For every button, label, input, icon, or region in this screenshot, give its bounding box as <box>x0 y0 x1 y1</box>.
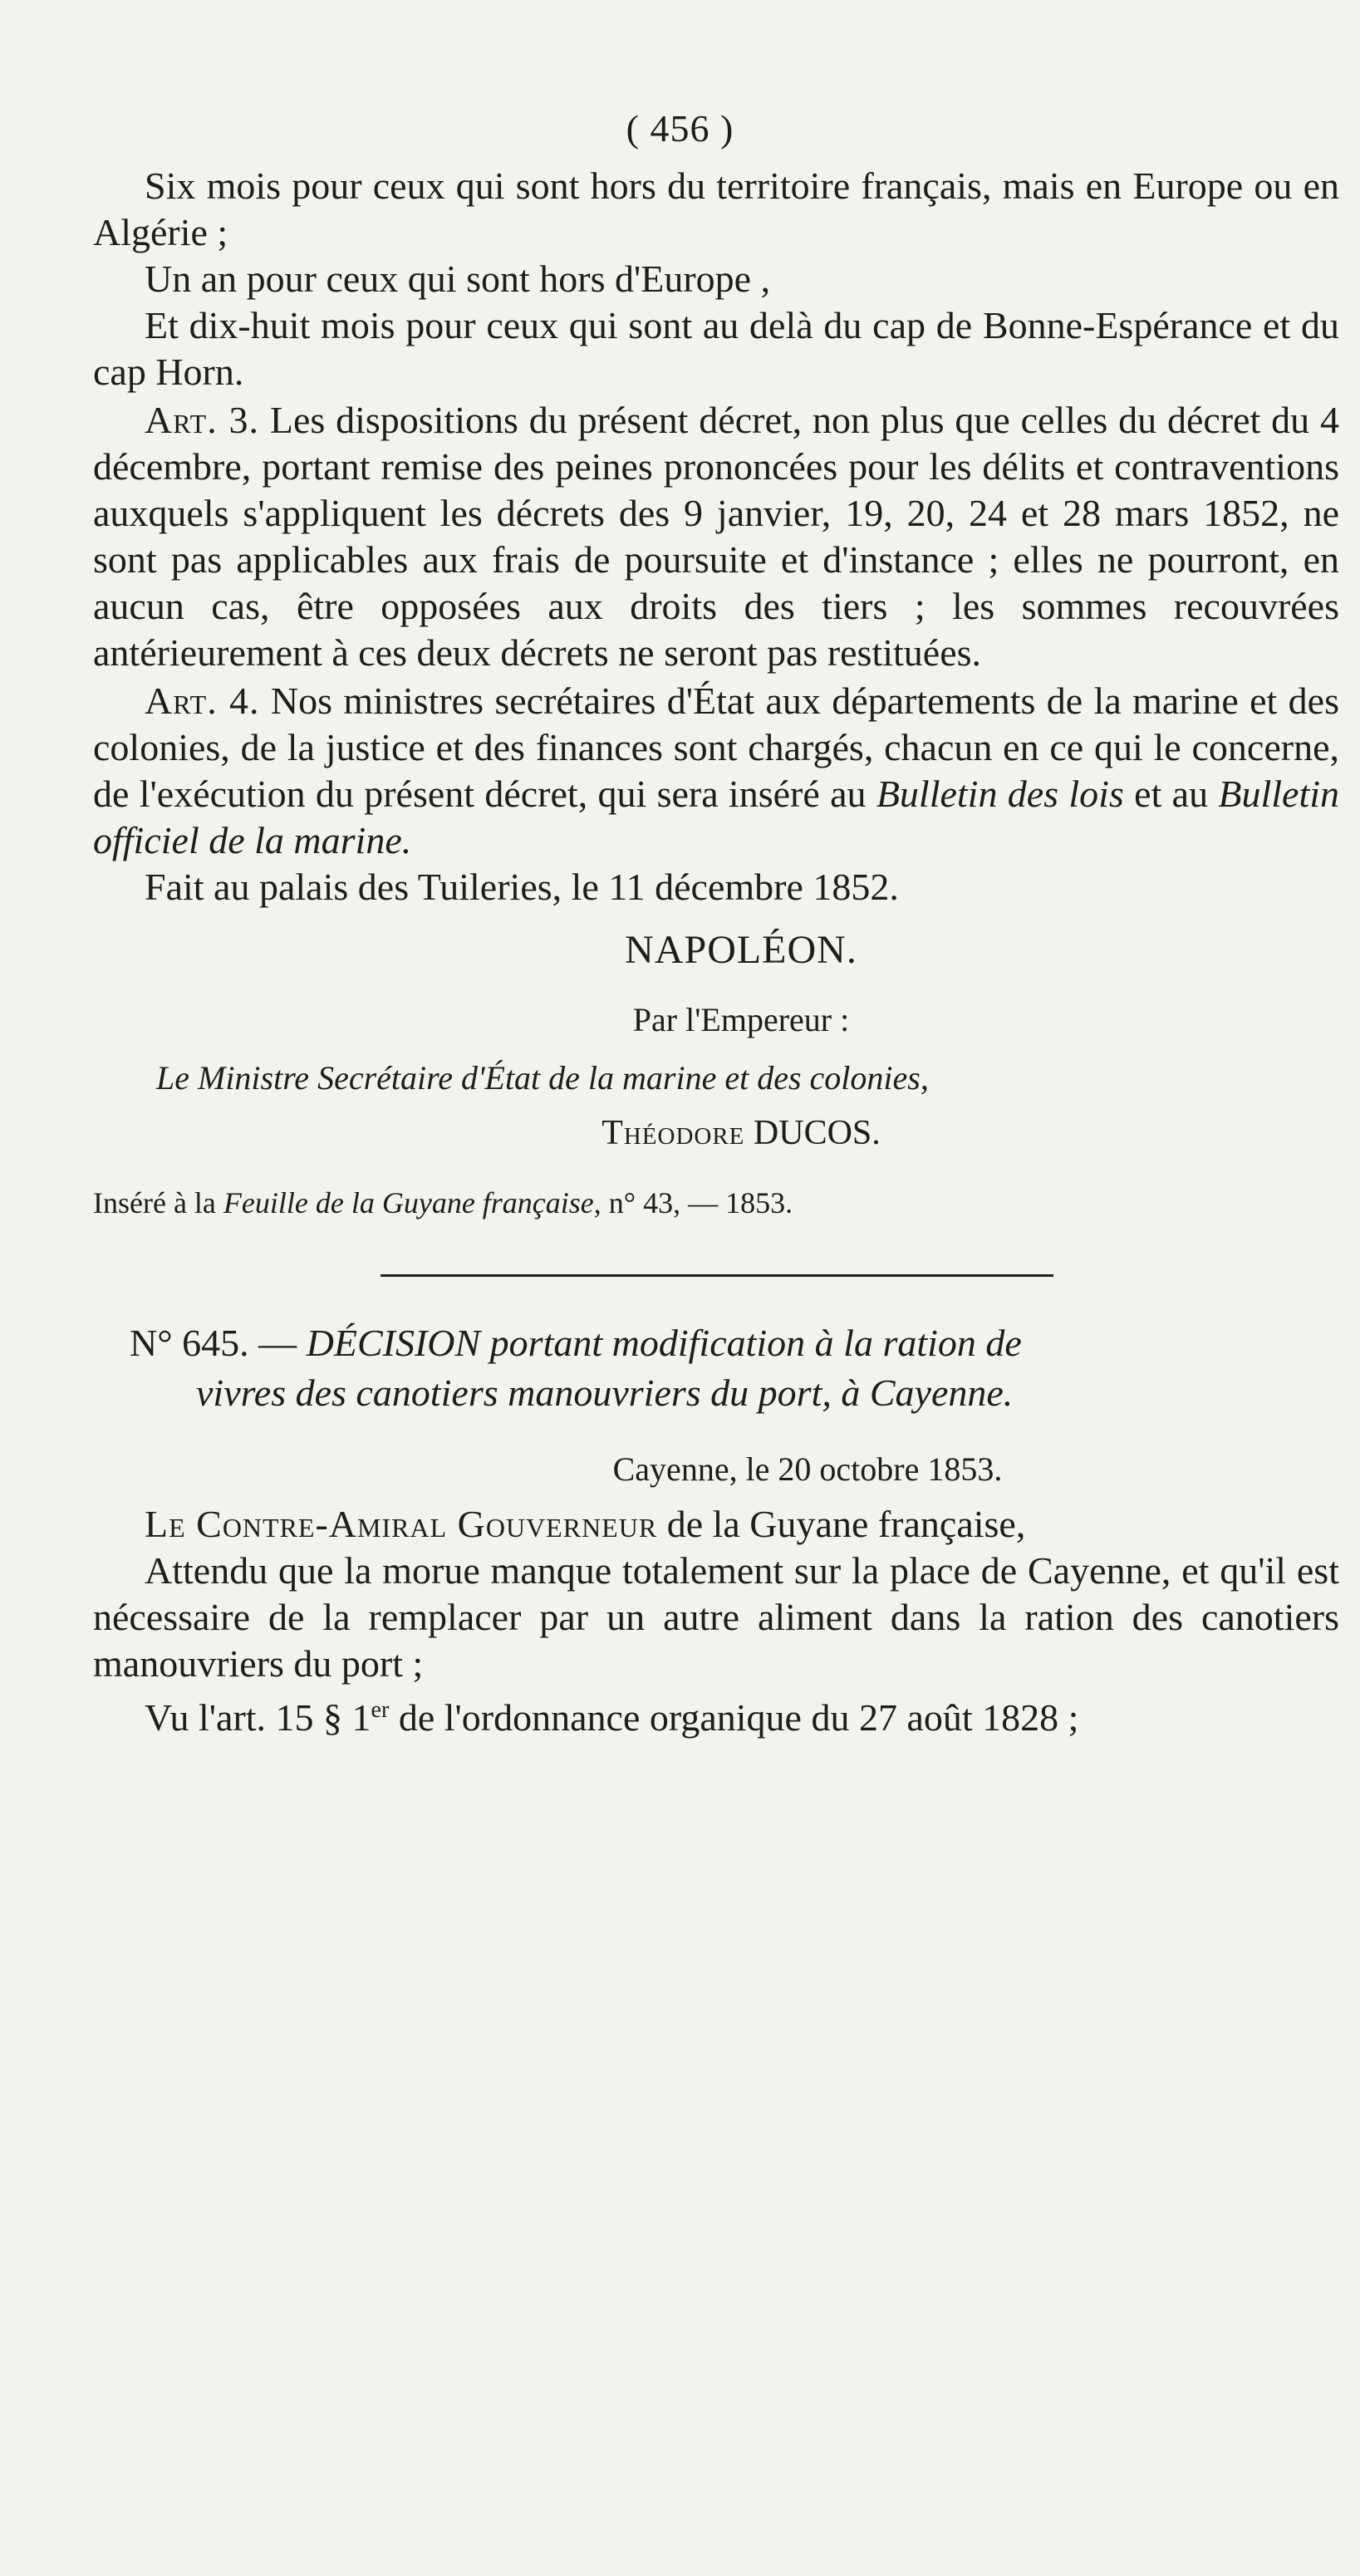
decision-place-date: Cayenne, le 20 octobre 1853. <box>612 1450 1003 1488</box>
seen-text-a: Vu l'art. 15 § 1 <box>145 1696 371 1739</box>
decision-number: N° 645. — <box>130 1322 297 1364</box>
done-at-paragraph: Fait au palais des Tuileries, le 11 décembre 1852. <box>145 866 899 908</box>
article-4-label: Art. 4. <box>145 680 260 722</box>
article-3-label: Art. 3. <box>145 399 260 441</box>
minister-title: Le Ministre Secrétaire d'État de la marine et des colonies, <box>156 1059 929 1097</box>
article-4-text: Nos ministres secrétaires d'État aux départements de la marine et des colonies, de la justice et des finances sont chargés, chacun en ce qui le concerne, de l'exécution du présent décret, qui sera inséré au <box>93 680 1339 815</box>
inserted-prefix: Inséré à la <box>93 1186 216 1219</box>
bulletin-officiel: Bulletin officiel de la marine. <box>93 773 1340 861</box>
article-4 <box>93 678 1339 864</box>
inserted-note <box>93 1180 1339 1226</box>
decision-title-word: DÉCISION <box>306 1322 481 1364</box>
body-text <box>93 163 1339 1741</box>
section-divider <box>381 1274 1053 1277</box>
authority-rest: de la Guyane française, <box>666 1503 1026 1545</box>
decision-title-line2: vivres des canotiers manouvriers du port, à Cayenne. <box>196 1371 1014 1414</box>
decision-seen <box>93 1687 1339 1741</box>
signature-name: NAPOLÉON. <box>625 928 857 972</box>
paragraph-eighteen-months: Et dix-huit mois pour ceux qui sont au delà du cap de Bonne-Espérance et du cap Horn. <box>93 304 1339 393</box>
seen-superscript: er <box>371 1697 390 1723</box>
authority-title: Le Contre-Amiral Gouverneur <box>145 1503 658 1545</box>
paragraph-one-year: Un an pour ceux qui sont hors d'Europe , <box>145 258 771 300</box>
decision-title-rest: portant modification à la ration de <box>489 1322 1022 1364</box>
article-3-text: Les dispositions du présent décret, non plus que celles du décret du 4 décembre, portant remise des peines prononcées pour les délits et contraventions auxquels s'appliquent les décrets des 9 janvier, 19, 20, 24 et 28 mars 1852, ne sont pas applicables aux frais de poursuite et d'instance ; elles ne pourront, en aucun cas, être opposées aux droits des tiers ; les sommes recouvrées antérieurement à ces deux décrets ne seront pas restituées. <box>93 399 1339 674</box>
decision-heading <box>93 1318 1339 1418</box>
article-4-and: et au <box>1134 773 1209 815</box>
by-emperor-line: Par l'Empereur : <box>632 1001 850 1038</box>
decision-whereas: Attendu que la morue manque totalement sur la place de Cayenne, et qu'il est nécessaire de la remplacer par un autre aliment dans la ration des canotiers manouvriers du port ; <box>93 1549 1339 1685</box>
page-number: ( 456 ) <box>626 107 734 150</box>
seen-text-b: de l'ordonnance organique du 27 août 1828 ; <box>398 1696 1079 1739</box>
article-3 <box>93 397 1339 676</box>
minister-name <box>93 1110 1339 1156</box>
minister-last-name: DUCOS. <box>753 1114 881 1152</box>
paragraph-six-months: Six mois pour ceux qui sont hors du territoire français, mais en Europe ou en Algérie ; <box>93 164 1339 253</box>
bulletin-des-lois: Bulletin des lois <box>876 773 1124 815</box>
minister-first-name: Théodore <box>601 1114 745 1152</box>
decision-authority <box>93 1501 1339 1548</box>
inserted-suffix: , n° 43, — 1853. <box>593 1186 793 1219</box>
inserted-publication: Feuille de la Guyane française <box>223 1186 594 1219</box>
